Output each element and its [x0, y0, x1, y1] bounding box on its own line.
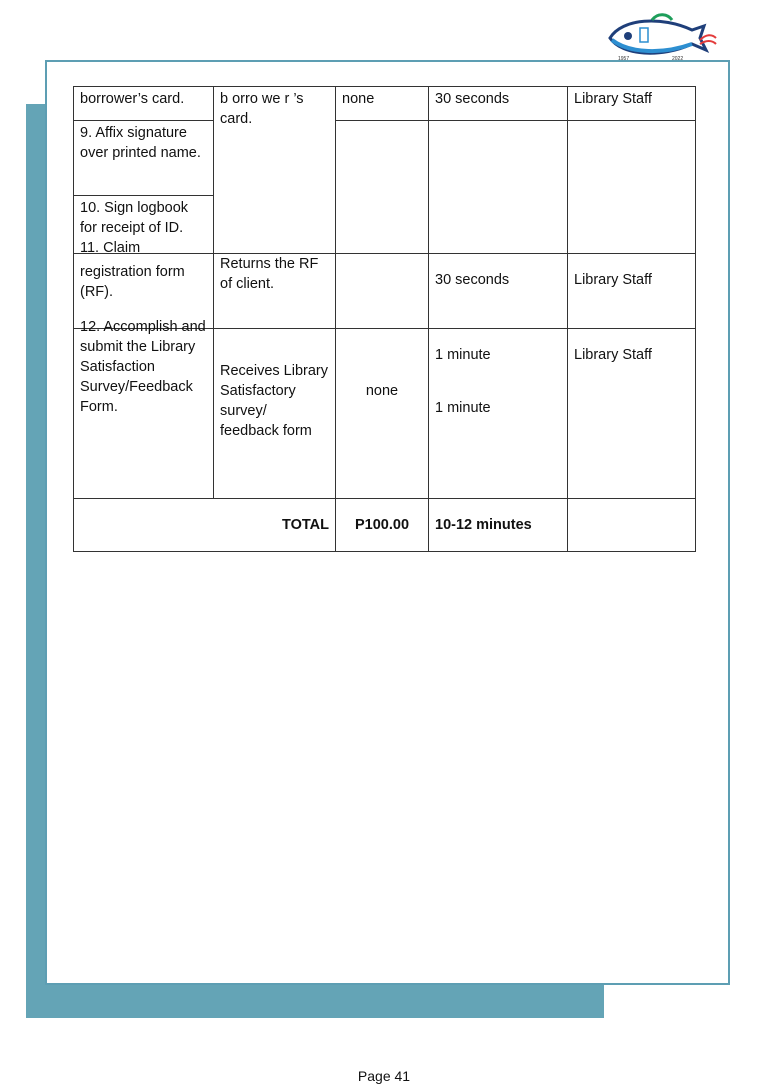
client-step-cell [74, 319, 214, 499]
processing-time-cell: 30 seconds [429, 254, 568, 329]
total-fees: P100.00 [336, 499, 429, 552]
service-steps-table [73, 86, 696, 552]
person-responsible-cell: Library Staff [568, 87, 696, 121]
client-step-cell: 9. Affix signature over printed name. [74, 121, 214, 196]
fees-cell [336, 254, 429, 329]
logo-year-left: 1957 [618, 56, 630, 62]
total-row [74, 499, 696, 552]
client-step-text: 12. Accomplish and submit the Library Satisfaction Survey/Feedback Form. [80, 319, 206, 415]
processing-time-cell: 30 seconds [429, 87, 568, 121]
table-row [74, 87, 696, 121]
fees-cell: none [336, 329, 429, 499]
fees-cell: none [336, 87, 429, 121]
institution-logo [602, 8, 720, 66]
client-step-number: 11. Claim [80, 240, 141, 256]
agency-action-cell: Returns the RF of client. [214, 254, 336, 329]
processing-time-value: 1 minute [435, 400, 491, 416]
client-step-cell: borrower’s card. [74, 87, 214, 121]
client-step-cell: 10. Sign logbook for receipt of ID. [74, 196, 214, 254]
processing-time-value: 1 minute [435, 347, 491, 363]
agency-action-cell: Receives Library Satisfactory survey/ feedback form [214, 329, 336, 499]
person-responsible-cell: Library Staff [568, 254, 696, 329]
fees-cell [336, 121, 429, 254]
agency-action-cell: b orro we r ’s card. [214, 87, 336, 254]
logo-year-right: 2022 [672, 56, 684, 62]
client-step-text: registration form (RF). [80, 264, 185, 300]
page-number: Page 41 [357, 1068, 411, 1084]
processing-time-cell [429, 329, 568, 499]
table-row [74, 329, 696, 499]
total-label: TOTAL [74, 499, 336, 552]
table-row [74, 121, 696, 196]
processing-time-cell [429, 121, 568, 254]
person-responsible-cell [568, 121, 696, 254]
total-time: 10-12 minutes [429, 499, 568, 552]
person-responsible-cell: Library Staff [568, 329, 696, 499]
total-person-cell [568, 499, 696, 552]
